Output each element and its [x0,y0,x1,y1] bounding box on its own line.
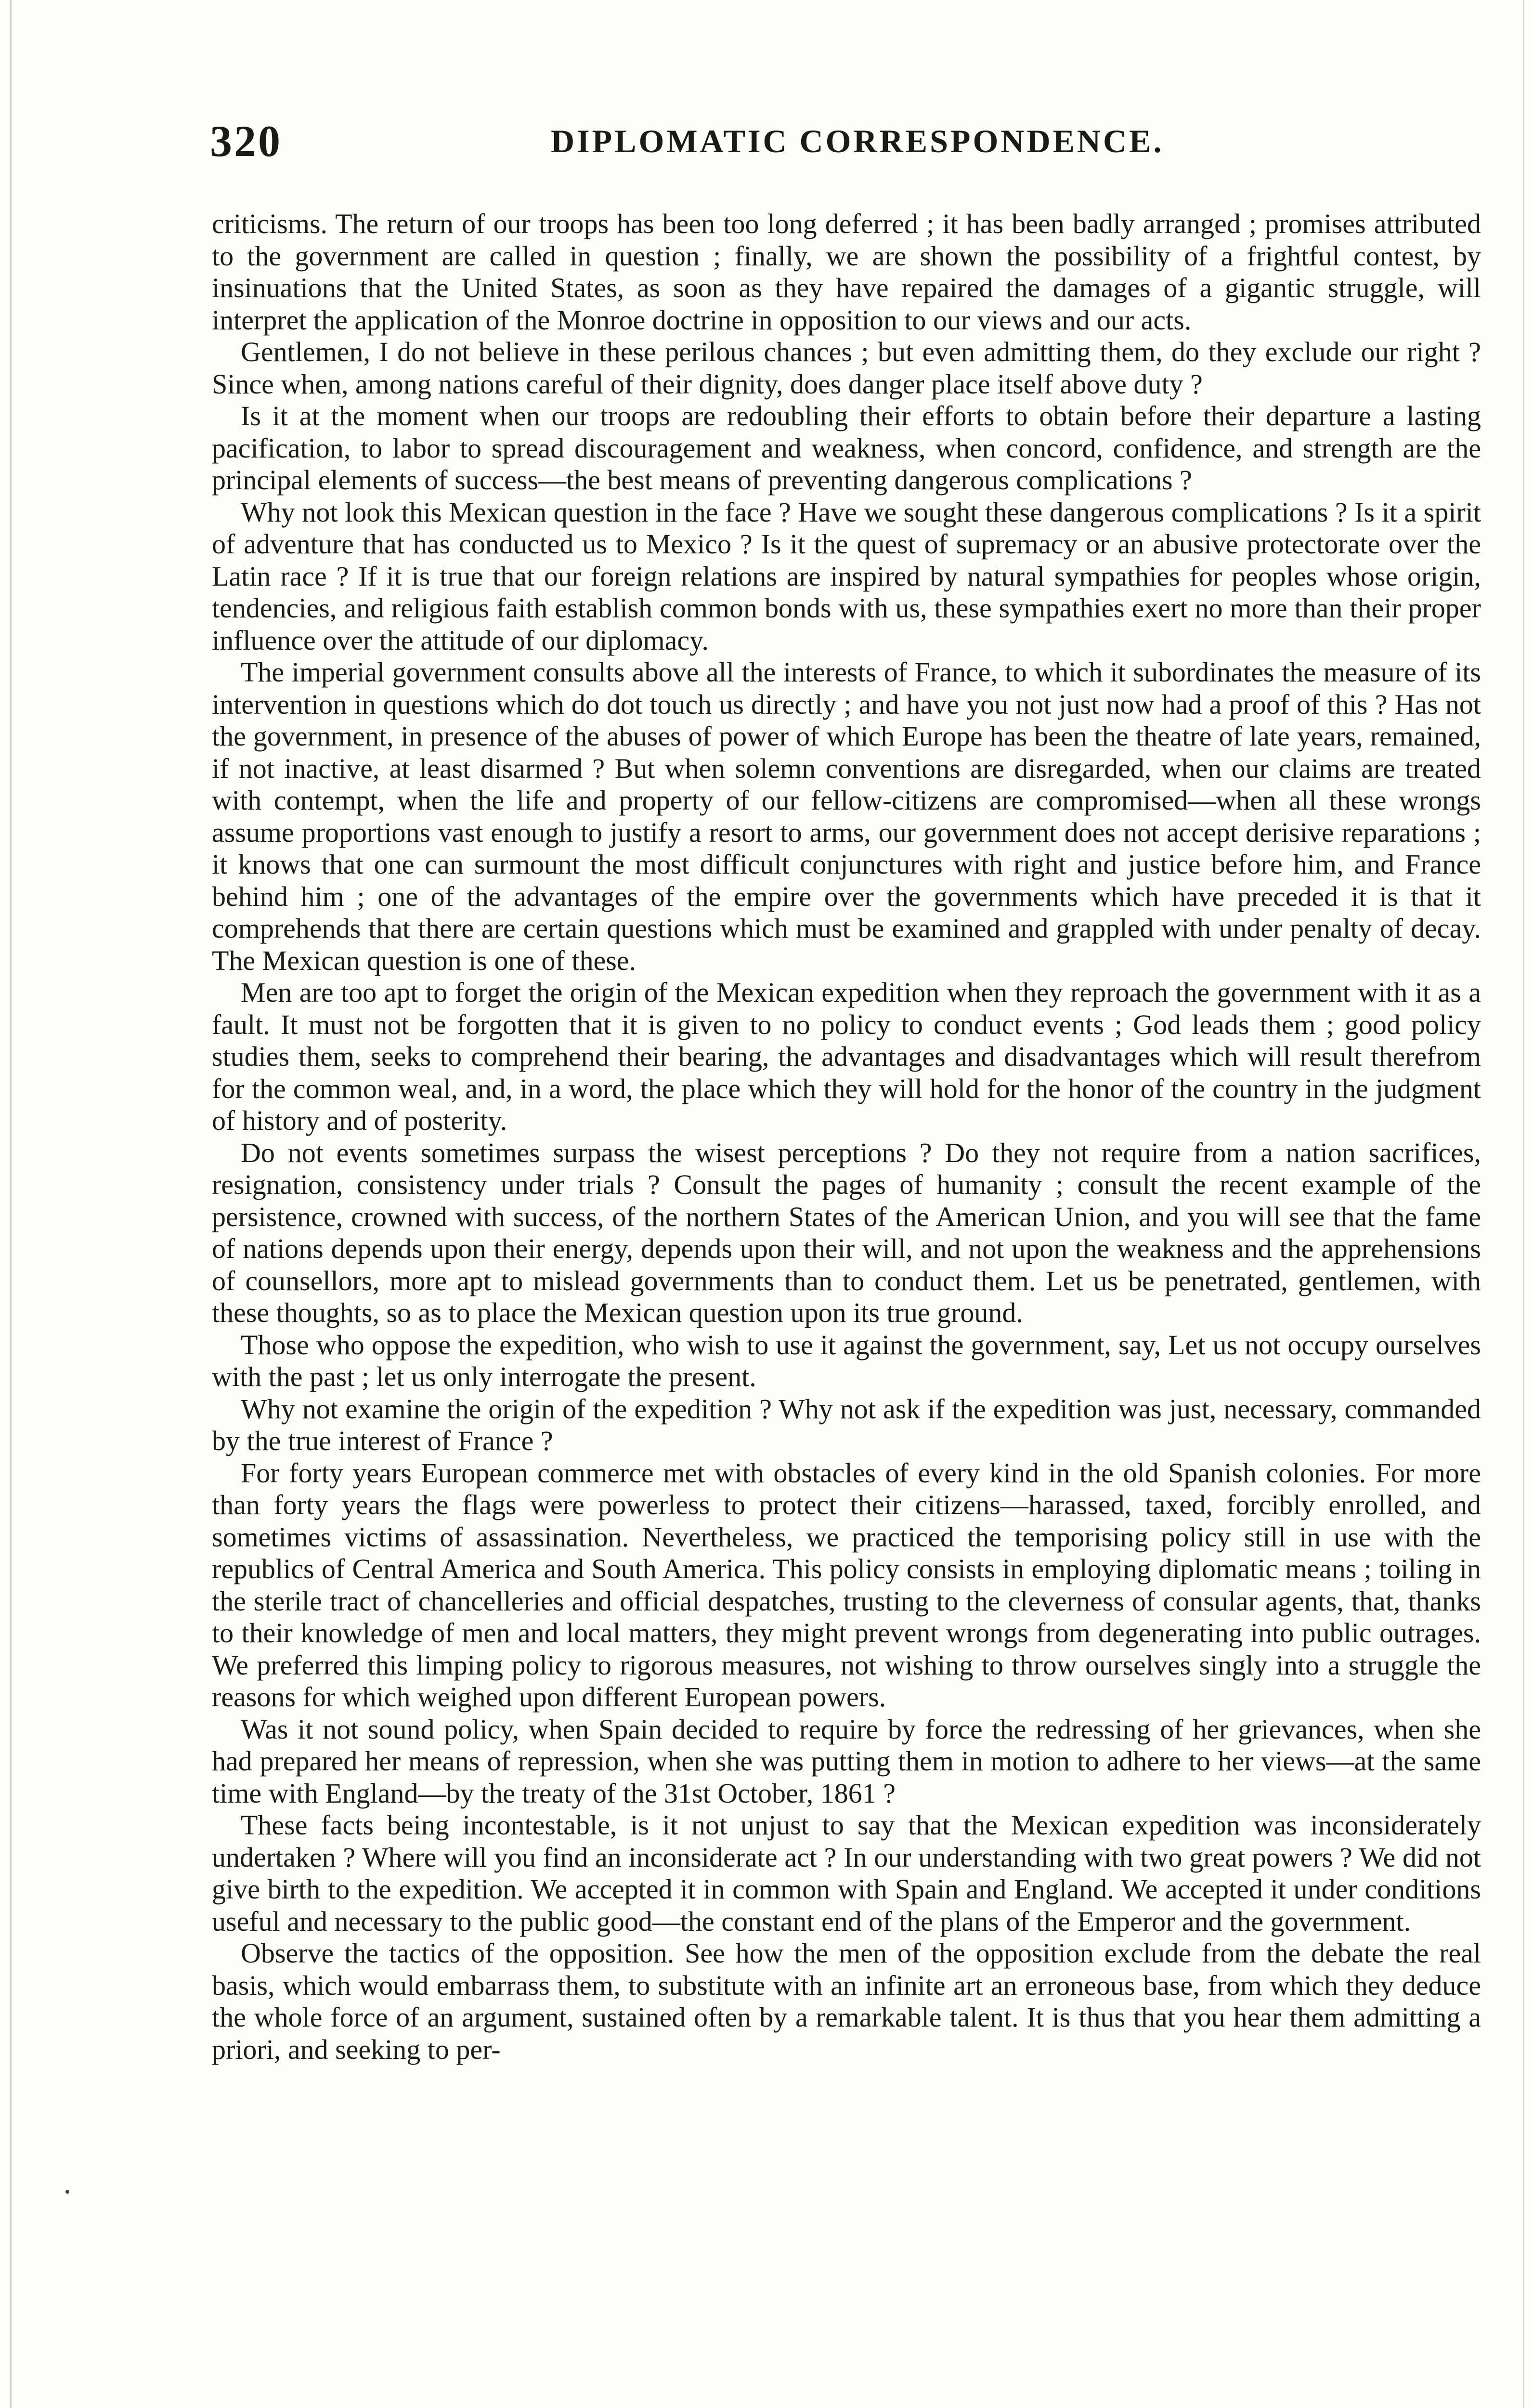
paragraph: Why not look this Mexican question in the face ? Have we sought these dangerous complications ? Is it a spirit of adventure that has conducted us to Mexico ? Is it the quest of supremacy or an abusive protectorate over the Latin race ? If it is true that our foreign relations are inspired by natural sympathies for peoples whose origin, tendencies, and religious faith establish common bonds with us, these sympathies exert no more than their proper influence over the attitude of our diplomacy. [212,496,1481,656]
paragraph: Those who oppose the expedition, who wish to use it against the government, say, Let us not occupy ourselves with the past ; let us only interrogate the present. [212,1329,1481,1392]
paragraph: Men are too apt to forget the origin of the Mexican expedition when they reproach the government with it as a fault. It must not be forgotten that it is given to no policy to conduct events ; God leads them ; good policy studies them, seeks to comprehend their bearing, the advantages and disadvantages which will result therefrom for the common weal, and, in a word, the place which they will hold for the honor of the country in the judgment of history and of posterity. [212,977,1481,1136]
paragraph: Was it not sound policy, when Spain decided to require by force the redressing of her grievances, when she had prepared her means of repression, when she was putting them in motion to adhere to her views—at the same time with England—by the treaty of the 31st October, 1861 ? [212,1713,1481,1809]
paragraph: The imperial government consults above all the interests of France, to which it subordinates the measure of its intervention in questions which do dot touch us directly ; and have you not just now had a proof of this ? Has not the government, in presence of the abuses of power of which Europe has been the theatre of late years, remained, if not inactive, at least disarmed ? But when solemn conventions are disregarded, when our claims are treated with contempt, when the life and property of our fellow-citizens are compromised—when all these wrongs assume proportions vast enough to justify a resort to arms, our government does not accept derisive reparations ; it knows that one can surmount the most difficult conjunctures with right and justice before him, and France behind him ; one of the advantages of the empire over the governments which have preceded it is that it comprehends that there are certain questions which must be examined and grappled with under penalty of decay. The Mexican question is one of these. [212,656,1481,976]
page-header [210,116,1486,173]
paragraph: These facts being incontestable, is it not unjust to say that the Mexican expedition was inconsiderately undertaken ? Where will you find an inconsiderate act ? In our understanding with two great powers ? We did not give birth to the expedition. We accepted it in common with Spain and England. We accepted it under conditions useful and necessary to the public good—the constant end of the plans of the Emperor and the government. [212,1809,1481,1937]
body-text [212,208,1481,2066]
paragraph: Observe the tactics of the opposition. See how the men of the opposition exclude from the debate the real basis, which would embarrass them, to substitute with an infinite art an erroneous base, from which they deduce the whole force of an argument, sustained often by a remarkable talent. It is thus that you hear them admitting a priori, and seeking to per- [212,1937,1481,2065]
margin-dot [65,2190,69,2194]
paragraph: Gentlemen, I do not believe in these perilous chances ; but even admitting them, do they exclude our right ? Since when, among nations careful of their dignity, does danger place itself above duty ? [212,336,1481,400]
running-head: DIPLOMATIC CORRESPONDENCE. [551,123,1164,159]
page-number: 320 [210,117,282,166]
page-edge [1523,0,1524,2408]
paragraph: Is it at the moment when our troops are redoubling their efforts to obtain before their departure a lasting pacification, to labor to spread discouragement and weakness, when concord, confidence, and strength are the principal elements of success—the best means of preventing dangerous complications ? [212,400,1481,496]
binding-edge [10,0,12,2408]
paragraph: Do not events sometimes surpass the wisest perceptions ? Do they not require from a nation sacrifices, resignation, consistency under trials ? Consult the pages of humanity ; consult the recent example of the persistence, crowned with success, of the northern States of the American Union, and you will see that the fame of nations depends upon their energy, depends upon their will, and not upon the weakness and the apprehensions of counsellors, more apt to mislead governments than to conduct them. Let us be penetrated, gentlemen, with these thoughts, so as to place the Mexican question upon its true ground. [212,1137,1481,1328]
paragraph: For forty years European commerce met with obstacles of every kind in the old Spanish colonies. For more than forty years the flags were powerless to protect their citizens—harassed, taxed, forcibly enrolled, and sometimes victims of assassination. Nevertheless, we practiced the temporising policy still in use with the republics of Central America and South America. This policy consists in employing diplomatic means ; toiling in the sterile tract of chancelleries and official despatches, trusting to the cleverness of consular agents, that, thanks to their knowledge of men and local matters, they might prevent wrongs from degenerating into public outrages. We preferred this limping policy to rigorous measures, not wishing to throw ourselves singly into a struggle the reasons for which weighed upon different European powers. [212,1457,1481,1713]
paragraph: criticisms. The return of our troops has been too long deferred ; it has been badly arranged ; promises attributed to the government are called in question ; finally, we are shown the possibility of a frightful contest, by insinuations that the United States, as soon as they have repaired the damages of a gigantic struggle, will interpret the application of the Monroe doctrine in opposition to our views and our acts. [212,208,1481,336]
paragraph: Why not examine the origin of the expedition ? Why not ask if the expedition was just, necessary, commanded by the true interest of France ? [212,1393,1481,1456]
